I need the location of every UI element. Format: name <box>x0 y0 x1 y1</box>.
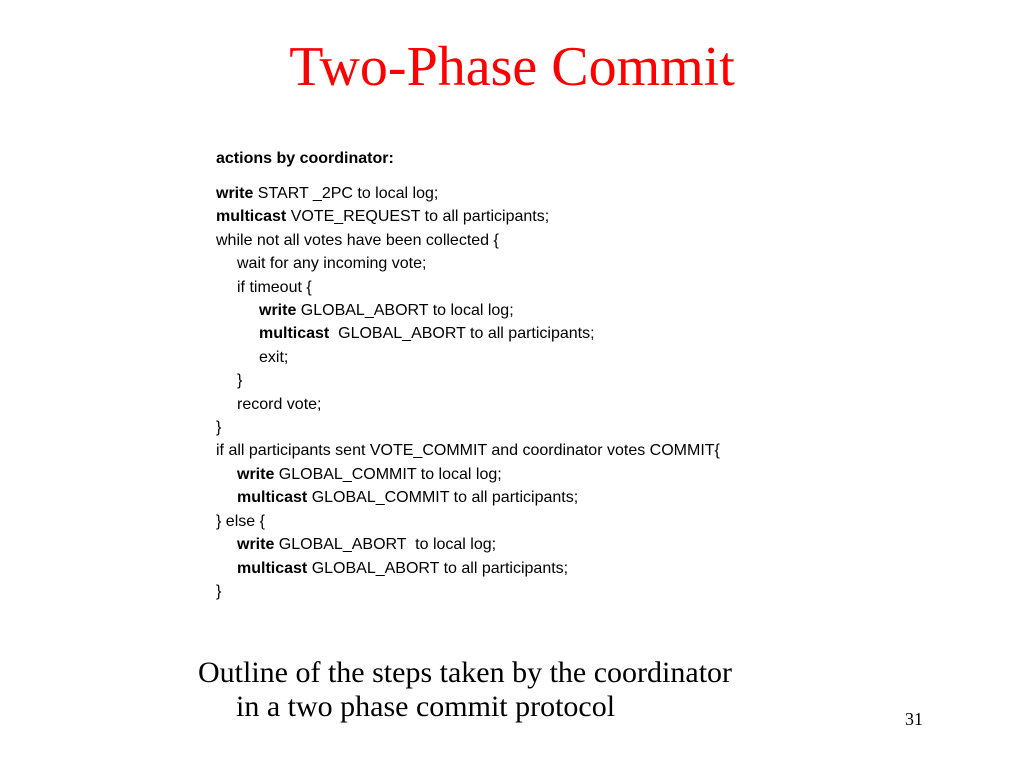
code-line <box>216 252 720 275</box>
code-line <box>216 393 720 416</box>
code-text: GLOBAL_ABORT to all participants; <box>307 559 569 577</box>
pseudocode-block <box>216 148 720 603</box>
code-text: } else { <box>216 512 265 530</box>
code-line <box>216 322 720 345</box>
code-line <box>216 557 720 580</box>
code-keyword: multicast <box>237 489 308 507</box>
code-line <box>216 580 720 603</box>
code-text: exit; <box>259 348 289 366</box>
code-line <box>216 463 720 486</box>
page-number: 31 <box>905 709 923 729</box>
code-keyword: write <box>216 185 254 202</box>
code-text: } <box>237 372 243 390</box>
code-line <box>216 276 720 299</box>
code-text: while not all votes have been collected { <box>216 231 499 249</box>
code-keyword: multicast <box>216 208 287 226</box>
code-text: GLOBAL_COMMIT to local log; <box>274 465 502 483</box>
code-text: GLOBAL_ABORT to local log; <box>296 302 514 320</box>
code-text: wait for any incoming vote; <box>237 255 427 273</box>
code-line <box>216 369 720 392</box>
code-text: GLOBAL_ABORT to local log; <box>274 536 497 554</box>
caption-line-2: in a two phase commit protocol <box>236 690 616 723</box>
code-line <box>216 416 720 439</box>
code-text: VOTE_REQUEST to all participants; <box>286 208 550 226</box>
code-keyword: multicast <box>237 559 308 577</box>
code-text: } <box>216 419 222 437</box>
code-keyword: write <box>237 465 275 483</box>
code-text: if all participants sent VOTE_COMMIT and coordinator votes COMMIT{ <box>216 442 720 460</box>
code-text: START _2PC to local log; <box>253 185 439 202</box>
code-text: GLOBAL_COMMIT to all participants; <box>307 489 579 507</box>
code-line <box>216 533 720 556</box>
slide-title: Two-Phase Commit <box>289 36 735 98</box>
code-keyword: multicast <box>259 325 330 343</box>
code-line <box>216 229 720 252</box>
code-line <box>216 205 720 228</box>
code-keyword: write <box>259 302 297 320</box>
code-lines <box>216 182 720 603</box>
code-text: } <box>216 582 222 600</box>
code-line <box>216 439 720 462</box>
code-line <box>216 182 720 205</box>
code-line <box>216 510 720 533</box>
code-text: if timeout { <box>237 278 312 296</box>
code-line <box>216 346 720 369</box>
code-text: GLOBAL_ABORT to all participants; <box>329 325 595 343</box>
code-text: record vote; <box>237 395 322 413</box>
slide-caption <box>198 656 732 724</box>
code-line <box>216 486 720 509</box>
code-heading: actions by coordinator: <box>216 150 394 167</box>
caption-line-1: Outline of the steps taken by the coordinator <box>198 656 733 689</box>
code-keyword: write <box>237 536 275 554</box>
code-line <box>216 299 720 322</box>
